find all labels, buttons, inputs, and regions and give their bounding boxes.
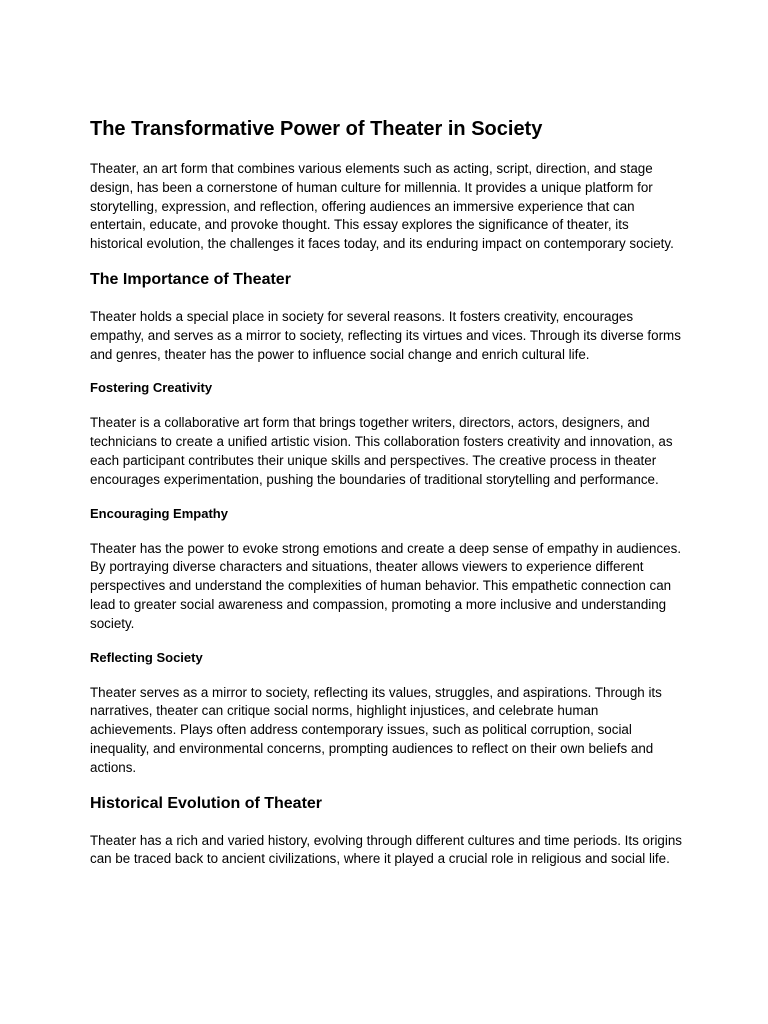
subsection-heading-empathy: Encouraging Empathy [90,505,228,521]
subsection-heading-reflecting: Reflecting Society [90,649,203,665]
subsection-paragraph-reflecting: Theater serves as a mirror to society, reflecting its values, struggles, and aspirations. Through its narratives, theater can critique social norms, highlight injustices, and celebrate human achievements. Plays often address contemporary issues, such as political corruption, social inequality, and environmental concerns, prompting audiences to reflect on their own beliefs and actions. [90,684,662,775]
section-paragraph-history: Theater has a rich and varied history, evolving through different cultures and time periods. Its origins can be traced back to ancient civilizations, where it played a crucial role in religious and social life. [90,832,682,867]
section-paragraph-importance: Theater holds a special place in society for several reasons. It fosters creativity, encourages empathy, and serves as a mirror to society, reflecting its virtues and vices. Through its diverse forms and genres, theater has the power to influence social change and enrich cultural life. [90,308,681,362]
document-title: The Transformative Power of Theater in Society [90,118,543,140]
subsection-heading-creativity: Fostering Creativity [90,380,213,396]
section-heading-history: Historical Evolution of Theater [90,794,323,812]
subsection-paragraph-creativity: Theater is a collaborative art form that brings together writers, directors, actors, designers, and technicians to create a unified artistic vision. This collaboration fosters creativity and innovation, as each participant contributes their unique skills and perspectives. The creative process in theater encourages experimentation, pushing the boundaries of traditional storytelling and performance. [90,415,673,487]
intro-paragraph: Theater, an art form that combines various elements such as acting, script, direction, and stage design, has been a cornerstone of human culture for millennia. It provides a unique platform for storytelling, expression, and reflection, offering audiences an immersive experience that can entertain, educate, and provoke thought. This essay explores the significance of theater, its historical evolution, the challenges it faces today, and its enduring impact on contemporary society. [90,161,674,252]
section-heading-importance: The Importance of Theater [90,270,291,288]
subsection-paragraph-empathy: Theater has the power to evoke strong emotions and create a deep sense of empathy in audiences. By portraying diverse characters and situations, theater allows viewers to experience different perspectives and understand the complexities of human behavior. This empathetic connection can lead to greater social awareness and compassion, promoting a more inclusive and understanding society. [90,540,682,631]
